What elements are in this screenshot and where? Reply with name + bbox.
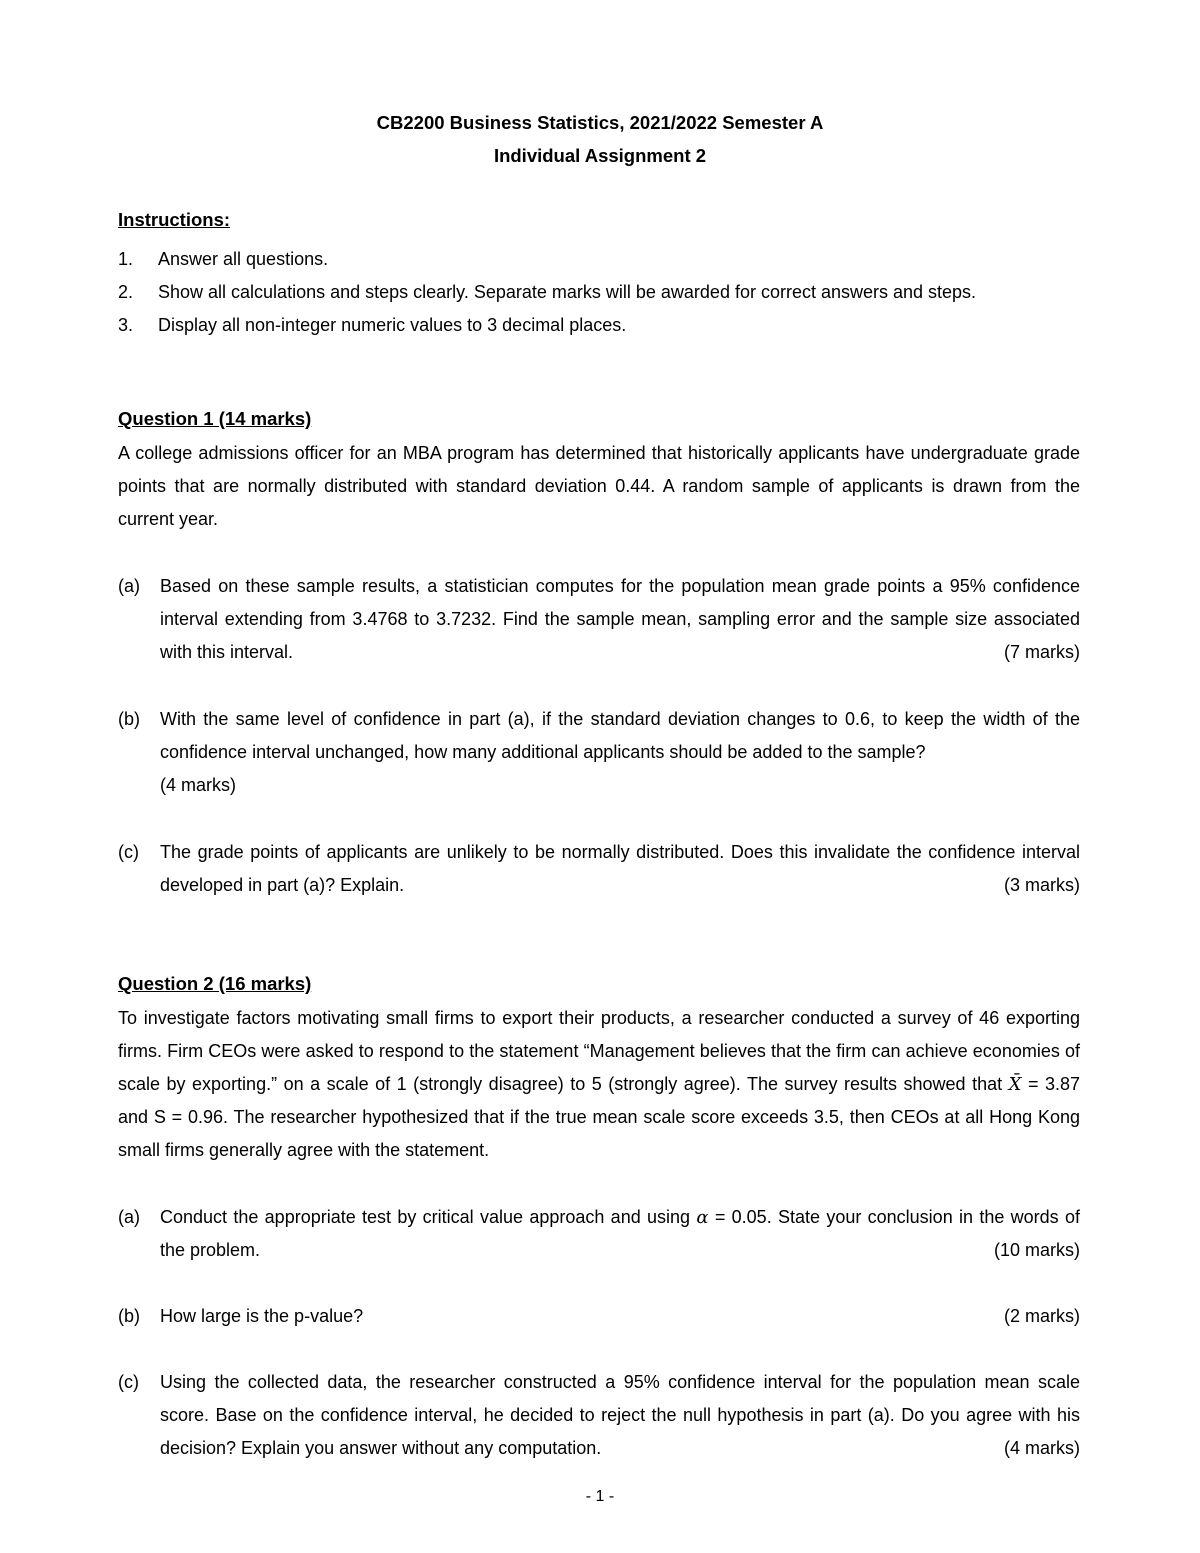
intro-text-1: To investigate factors motivating small firms to export their products, a researcher conducted a survey of 46 exporting firms. Firm CEOs were asked to respond to the statement “Management believes that the firm can achieve economies of scale by exporting.” on a scale of 1 (strongly disagree) to 5 (strongly agree). The survey results showed that bbox=[118, 1008, 1080, 1094]
part-label: (a) bbox=[118, 1207, 140, 1227]
part-marks: (7 marks) bbox=[1004, 642, 1080, 662]
part-marks: (3 marks) bbox=[1004, 875, 1080, 895]
instruction-item bbox=[118, 276, 1098, 309]
sample-mean-symbol: X̄ bbox=[1008, 1074, 1022, 1095]
question-2-intro bbox=[118, 1002, 1080, 1167]
part-text: Using the collected data, the researcher constructed a 95% confidence interval for the population mean scale score. Base on the confidence interval, he decided to reject the null hypothesis in part (a). Do you agree with his decision? Explain you answer without any computation. bbox=[160, 1372, 1080, 1458]
question-1-part-b bbox=[118, 703, 1080, 802]
part-label: (b) bbox=[118, 709, 140, 729]
question-2-part-a bbox=[118, 1201, 1080, 1267]
part-label: (b) bbox=[118, 1306, 140, 1326]
course-title: CB2200 Business Statistics, 2021/2022 Semester A bbox=[376, 112, 824, 133]
part-label: (a) bbox=[118, 576, 140, 596]
question-2-part-b bbox=[118, 1300, 1080, 1333]
instruction-text: Answer all questions. bbox=[158, 249, 329, 269]
part-text: Based on these sample results, a statistician computes for the population mean grade points a 95% confidence interval extending from 3.4768 to 3.7232. Find the sample mean, sampling error and the sample size associated with this interval. bbox=[160, 576, 1080, 662]
part-marks: (4 marks) bbox=[160, 775, 236, 795]
instruction-number: 3. bbox=[118, 315, 134, 335]
part-text: The grade points of applicants are unlikely to be normally distributed. Does this invalidate the confidence interval developed in part (a)? Explain. bbox=[160, 842, 1080, 895]
instruction-item bbox=[118, 243, 1098, 276]
question-2-title: Question 2 (16 marks) bbox=[118, 973, 312, 994]
part-marks: (4 marks) bbox=[1004, 1438, 1080, 1458]
part-label: (c) bbox=[118, 1372, 139, 1392]
part-label: (c) bbox=[118, 842, 139, 862]
question-2-part-c bbox=[118, 1366, 1080, 1465]
instruction-text: Show all calculations and steps clearly. Separate marks will be awarded for correct answers and steps. bbox=[158, 282, 977, 302]
intro-text-2: = 3.87 and S = 0.96. The researcher hypothesized that if the true mean scale score exceeds 3.5, then CEOs at all Hong Kong small firms generally agree with the statement. bbox=[118, 1074, 1080, 1160]
instruction-number: 1. bbox=[118, 249, 134, 269]
instructions-list bbox=[118, 243, 1098, 342]
alpha-symbol: α bbox=[696, 1207, 709, 1228]
question-1-title: Question 1 (14 marks) bbox=[118, 408, 312, 429]
instruction-number: 2. bbox=[118, 282, 134, 302]
assignment-title: Individual Assignment 2 bbox=[493, 145, 707, 166]
question-1-part-a bbox=[118, 570, 1080, 669]
part-text-1: Conduct the appropriate test by critical value approach and using bbox=[160, 1207, 691, 1227]
part-text: How large is the p-value? bbox=[160, 1306, 364, 1326]
instruction-item bbox=[118, 309, 1098, 342]
question-1-part-c bbox=[118, 836, 1080, 902]
part-marks: (10 marks) bbox=[993, 1240, 1080, 1260]
instructions-title: Instructions: bbox=[118, 209, 231, 230]
page-number: - 1 - bbox=[585, 1488, 615, 1505]
part-marks: (2 marks) bbox=[1004, 1306, 1080, 1326]
part-text-2: = 0.05. State your conclusion in the words of the problem. bbox=[160, 1207, 1080, 1260]
part-text: With the same level of confidence in part (a), if the standard deviation changes to 0.6, to keep the width of the confidence interval unchanged, how many additional applicants should be added to the sample? bbox=[160, 709, 1080, 762]
question-1-intro: A college admissions officer for an MBA program has determined that historically applicants have undergraduate grade points that are normally distributed with standard deviation 0.44. A random sample of applicants is drawn from the current year. bbox=[118, 443, 1080, 529]
instruction-text: Display all non-integer numeric values to 3 decimal places. bbox=[158, 315, 627, 335]
